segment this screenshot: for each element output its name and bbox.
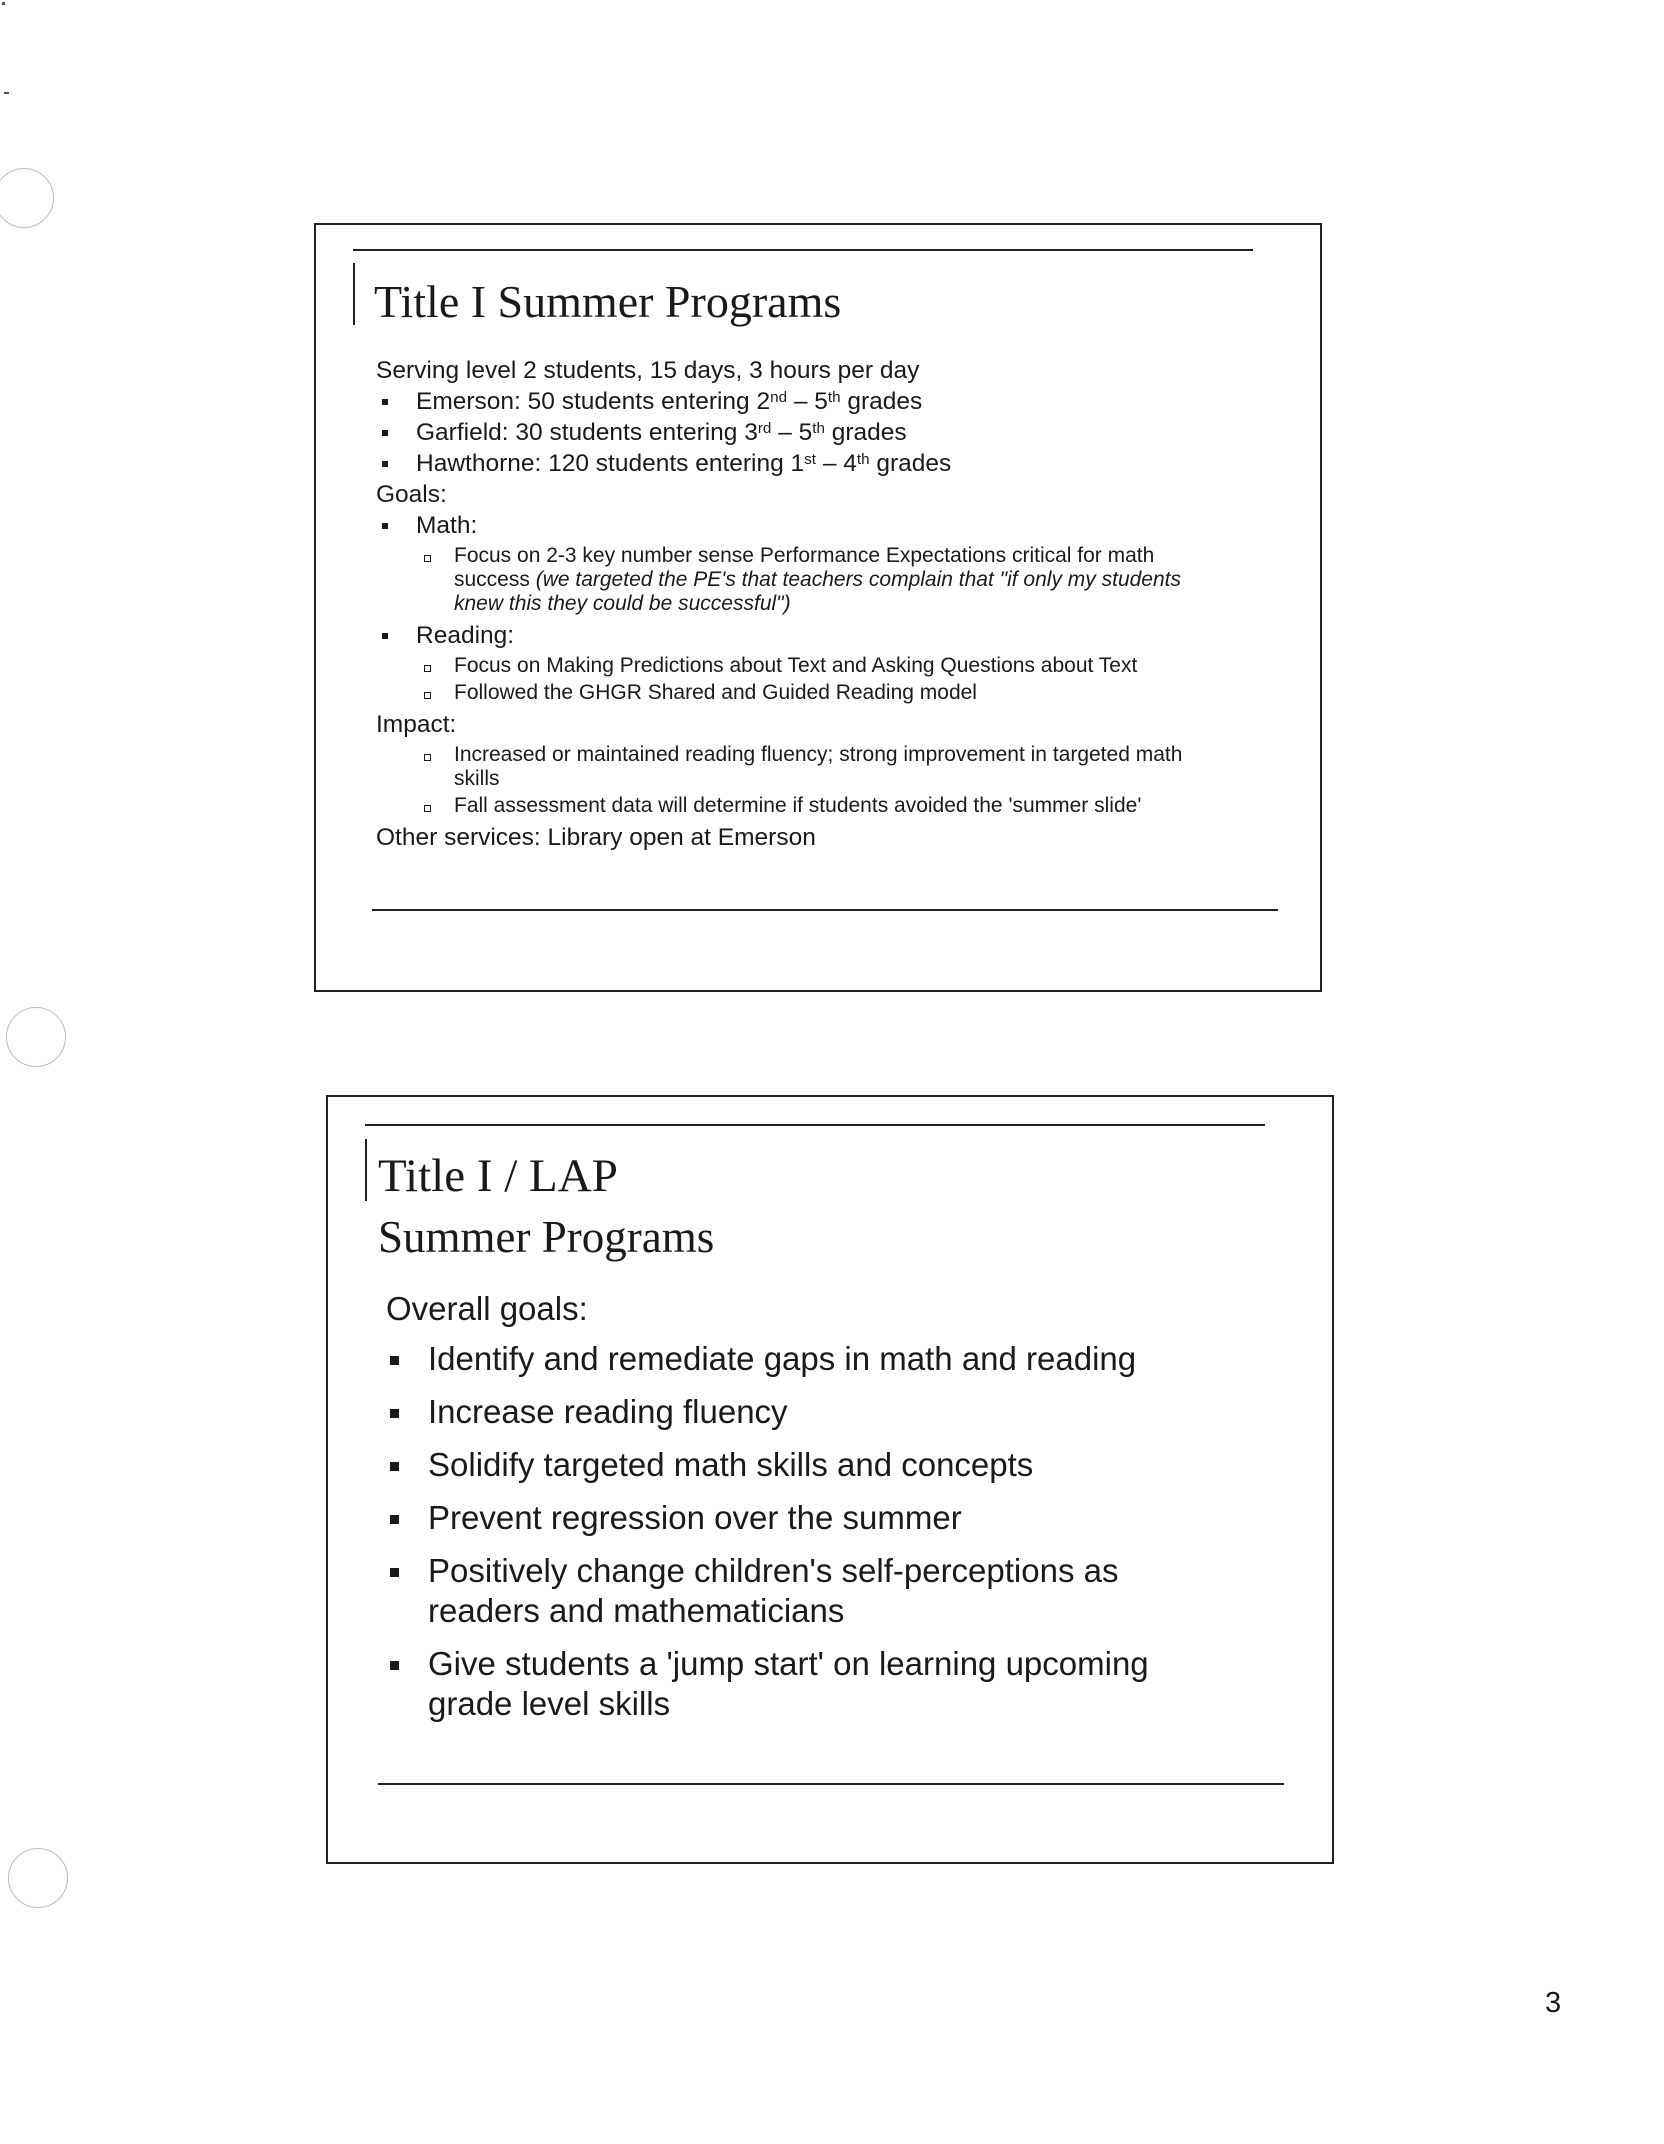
square-bullet-icon [390, 1568, 399, 1577]
square-bullet-icon [382, 633, 388, 639]
goal-item: Give students a 'jump start' on learning upcoming grade level skills [386, 1644, 1228, 1724]
square-bullet-icon [390, 1661, 399, 1670]
square-bullet-icon [390, 1462, 399, 1471]
square-bullet-icon [390, 1515, 399, 1524]
hollow-square-bullet-icon [424, 805, 431, 812]
school-item: Hawthorne: 120 students entering 1st – 4th grades [376, 448, 1276, 479]
slide-body [376, 355, 1276, 853]
slide-title-i-lap-summer-programs [326, 1095, 1334, 1864]
slide-title-rule-vertical [353, 263, 355, 325]
square-bullet-icon [382, 523, 388, 529]
square-bullet-icon [382, 430, 388, 436]
reading-subitem: Focus on Making Predictions about Text and Asking Questions about Text [376, 654, 1276, 678]
slide-body [386, 1289, 1236, 1737]
hollow-square-bullet-icon [424, 665, 431, 672]
slide-title: Title I Summer Programs [374, 276, 842, 327]
math-item: Math: [376, 510, 1276, 541]
slide-bottom-rule [372, 909, 1278, 911]
hollow-square-bullet-icon [424, 754, 431, 761]
goal-item: Identify and remediate gaps in math and reading [386, 1339, 1236, 1379]
impact-label: Impact: [376, 711, 457, 738]
slide-bottom-rule [378, 1783, 1284, 1785]
impact-subitem: Fall assessment data will determine if students avoided the 'summer slide' [376, 794, 1276, 818]
punch-hole-top [0, 168, 54, 228]
square-bullet-icon [382, 461, 388, 467]
scan-speck [4, 92, 9, 94]
punch-hole-bottom [8, 1848, 68, 1908]
goal-item: Positively change children's self-perceptions as readers and mathematicians [386, 1551, 1208, 1631]
school-item: Emerson: 50 students entering 2nd – 5th grades [376, 386, 1276, 417]
slide-title-rule-top [353, 249, 1253, 251]
slide-title-rule-vertical [365, 1139, 367, 1201]
goal-item: Increase reading fluency [386, 1392, 1236, 1432]
slide-title-i-summer-programs [314, 223, 1322, 992]
square-bullet-icon [382, 399, 388, 405]
school-item: Garfield: 30 students entering 3rd – 5th grades [376, 417, 1276, 448]
square-bullet-icon [390, 1356, 399, 1365]
hollow-square-bullet-icon [424, 692, 431, 699]
slide-title-line-1: Title I / LAP [378, 1150, 618, 1202]
square-bullet-icon [390, 1409, 399, 1418]
punch-hole-middle [6, 1007, 66, 1067]
scan-speck [2, 2, 5, 5]
other-services: Other services: Library open at Emerson [376, 824, 816, 851]
overall-goals-label: Overall goals: [386, 1290, 588, 1327]
reading-item: Reading: [376, 620, 1276, 651]
impact-subitem: Increased or maintained reading fluency; strong improvement in targeted math skills [376, 743, 1214, 791]
intro-line: Serving level 2 students, 15 days, 3 hours per day [376, 357, 920, 384]
slide-title-rule-top [365, 1124, 1265, 1126]
math-focus-item: Focus on 2-3 key number sense Performance Expectations critical for math success (we targeted the PE's that teachers complain that "if only my students knew this they could be successful") [376, 544, 1234, 616]
goal-item: Solidify targeted math skills and concepts [386, 1445, 1236, 1485]
hollow-square-bullet-icon [424, 555, 431, 562]
goals-label: Goals: [376, 481, 447, 508]
goal-item: Prevent regression over the summer [386, 1498, 1236, 1538]
page-number: 3 [1545, 1987, 1562, 2019]
reading-subitem: Followed the GHGR Shared and Guided Reading model [376, 681, 1276, 705]
slide-title-line-2: Summer Programs [378, 1212, 715, 1262]
